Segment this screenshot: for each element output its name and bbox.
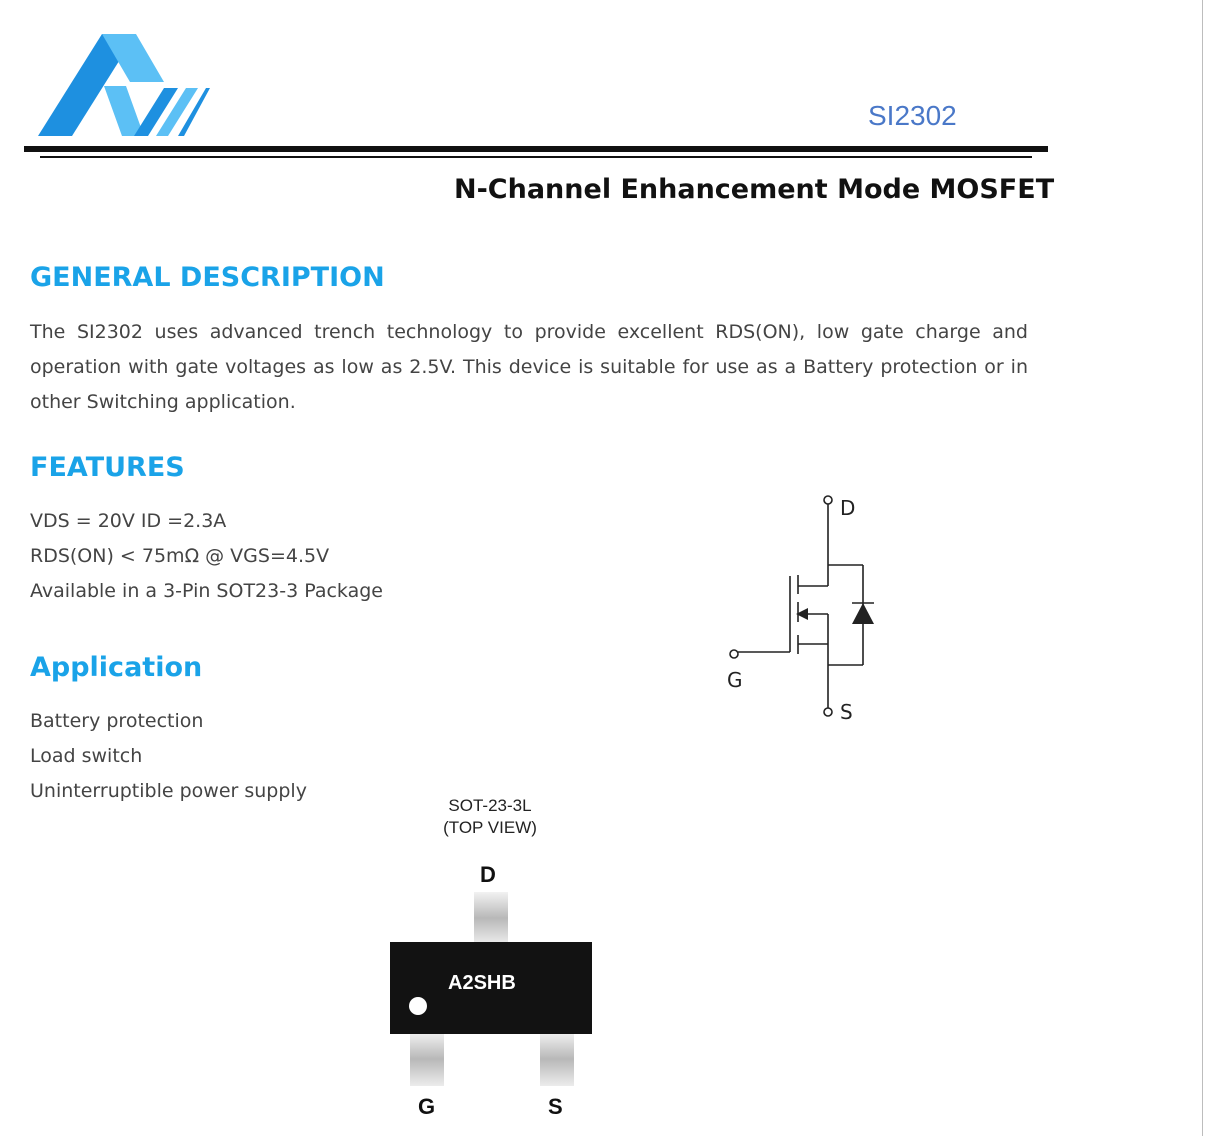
package-marking: A2SHB bbox=[448, 972, 516, 994]
application-item: Load switch bbox=[30, 745, 143, 767]
application-heading: Application bbox=[30, 652, 203, 683]
feature-item: Available in a 3-Pin SOT23-3 Package bbox=[30, 580, 383, 602]
general-description-text: The SI2302 uses advanced trench technology to provide excellent RDS(ON), low gate charge and operation with gate voltages as low as 2.5V. This device is suitable for use as a Battery protection or in other Switching application. bbox=[30, 321, 1028, 413]
application-item: Battery protection bbox=[30, 710, 204, 732]
symbol-source-label: S bbox=[840, 700, 853, 724]
package-pin-d-label: D bbox=[480, 862, 496, 887]
package-name: SOT-23-3L bbox=[448, 796, 532, 815]
company-logo bbox=[38, 34, 210, 138]
features-heading: FEATURES bbox=[30, 452, 185, 483]
symbol-drain-label: D bbox=[840, 496, 856, 520]
feature-item: VDS = 20V ID =2.3A bbox=[30, 510, 227, 532]
symbol-gate-label: G bbox=[727, 668, 743, 692]
general-description-heading: GENERAL DESCRIPTION bbox=[30, 262, 385, 293]
header-rule-thick bbox=[24, 146, 1048, 152]
page-edge bbox=[1202, 0, 1203, 1136]
header-rule-thin bbox=[40, 156, 1032, 158]
package-pin-g-label: G bbox=[418, 1094, 436, 1119]
package-view: (TOP VIEW) bbox=[443, 818, 537, 837]
part-number: SI2302 bbox=[868, 100, 957, 131]
package-pin-s-label: S bbox=[548, 1094, 563, 1119]
application-item: Uninterruptible power supply bbox=[30, 780, 307, 802]
mosfet-symbol bbox=[720, 490, 890, 725]
document-subtitle: N-Channel Enhancement Mode MOSFET bbox=[454, 174, 1055, 205]
feature-item: RDS(ON) < 75mΩ @ VGS=4.5V bbox=[30, 545, 330, 567]
